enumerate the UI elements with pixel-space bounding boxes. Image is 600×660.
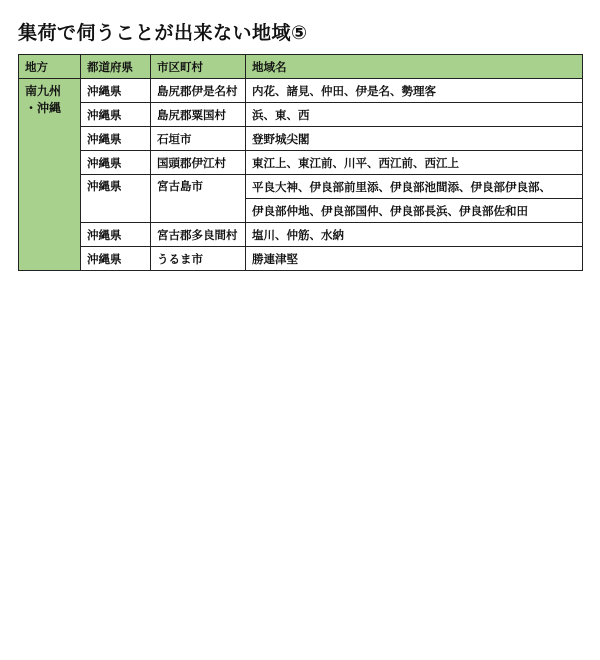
header-municipality: 市区町村 xyxy=(151,55,246,79)
area-names-cell: 伊良部仲地、伊良部国仲、伊良部長浜、伊良部佐和田 xyxy=(246,199,583,223)
area-names-cell: 勝連津堅 xyxy=(246,247,583,271)
prefecture-cell: 沖縄県 xyxy=(81,247,151,271)
prefecture-cell: 沖縄県 xyxy=(81,223,151,247)
area-names-cell: 東江上、東江前、川平、西江前、西江上 xyxy=(246,151,583,175)
prefecture-cell: 沖縄県 xyxy=(81,175,151,223)
page-title: 集荷で伺うことが出来ない地域⑤ xyxy=(18,22,308,44)
header-region: 地方 xyxy=(19,55,81,79)
area-names-cell: 浜、東、西 xyxy=(246,103,583,127)
header-prefecture: 都道府県 xyxy=(81,55,151,79)
region-cell xyxy=(19,79,81,271)
table-row xyxy=(19,127,583,151)
prefecture-cell: 沖縄県 xyxy=(81,151,151,175)
municipality-cell: 国頭郡伊江村 xyxy=(151,151,246,175)
municipality-cell: 宮古郡多良間村 xyxy=(151,223,246,247)
area-names-cell: 平良大神、伊良部前里添、伊良部池間添、伊良部伊良部、 xyxy=(246,175,583,199)
table-row xyxy=(19,247,583,271)
table-row xyxy=(19,79,583,103)
municipality-cell: 宮古島市 xyxy=(151,175,246,223)
restricted-areas-table xyxy=(18,54,583,271)
table-row xyxy=(19,151,583,175)
area-names-cell: 塩川、仲筋、水納 xyxy=(246,223,583,247)
header-area-names: 地域名 xyxy=(246,55,583,79)
table-row xyxy=(19,103,583,127)
area-names-cell: 登野城尖閣 xyxy=(246,127,583,151)
prefecture-cell: 沖縄県 xyxy=(81,127,151,151)
municipality-cell: 石垣市 xyxy=(151,127,246,151)
prefecture-cell: 沖縄県 xyxy=(81,103,151,127)
table-row xyxy=(19,175,583,199)
table-row xyxy=(19,223,583,247)
region-label-line2: ・沖縄 xyxy=(25,101,62,115)
municipality-cell: うるま市 xyxy=(151,247,246,271)
area-names-cell: 内花、諸見、仲田、伊是名、勢理客 xyxy=(246,79,583,103)
prefecture-cell: 沖縄県 xyxy=(81,79,151,103)
region-label-line1: 南九州 xyxy=(25,84,62,98)
municipality-cell: 島尻郡伊是名村 xyxy=(151,79,246,103)
municipality-cell: 島尻郡粟国村 xyxy=(151,103,246,127)
table-header-row xyxy=(19,55,583,79)
